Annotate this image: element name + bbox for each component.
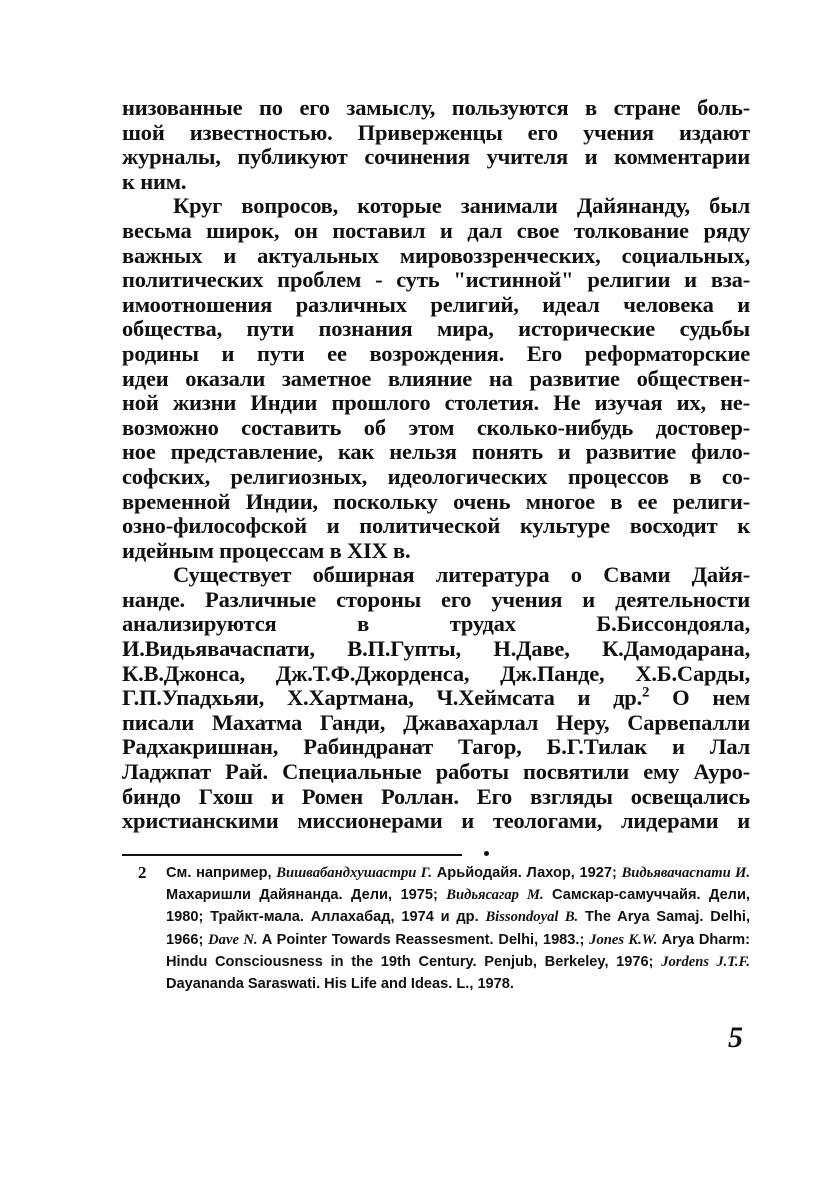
text-line: Круг вопросов, которые занимали Дайянанду, был xyxy=(173,193,750,219)
text-line: озно-философской и политической культуре восходит к xyxy=(122,513,750,539)
page-number: 5 xyxy=(728,1021,743,1054)
footnote xyxy=(122,862,750,995)
text-line: шой известностью. Приверженцы его учения издают xyxy=(122,119,750,145)
text-line: имоотношения различных религий, идеал человека и xyxy=(122,291,750,317)
text-line: политических проблем - суть "истинной" религии и вза- xyxy=(122,267,750,293)
text-line: ной жизни Индии прошлого столетия. Не изучая их, не- xyxy=(122,390,750,416)
text-line: анализируются в трудах Б.Биссондояла, xyxy=(122,611,750,637)
footnote-author: Вишвабандхушастри Г. xyxy=(276,865,433,881)
paragraph-3 xyxy=(122,563,750,834)
footnote-author: Dave N. xyxy=(208,931,258,948)
text-line: Существует обширная литература о Свами Дайя- xyxy=(173,562,750,588)
text-line: возможно составить об этом сколько-нибудь достовер- xyxy=(122,414,750,440)
text-line: ное представление, как нельзя понять и развитие фило- xyxy=(122,439,750,465)
text-line: родины и пути ее возрождения. Его реформаторские xyxy=(122,340,750,366)
text-line: общества, пути познания мира, исторические судьбы xyxy=(122,316,750,342)
footnote-segment: The Arya Samaj. Delhi, 1966; xyxy=(166,909,750,948)
footnote-separator xyxy=(122,854,462,856)
text-segment: Г.П.Упадхьяи, Х.Хартмана, Ч.Хеймсата и др. xyxy=(122,685,643,711)
footnote-segment: Махаришли Дайянанда. Дели, 1975; xyxy=(166,887,447,904)
footnote-segment: См. например, xyxy=(166,865,277,881)
separator-dot xyxy=(484,851,489,856)
text-segment: О нем xyxy=(649,685,751,711)
paragraph-2 xyxy=(122,194,750,563)
text-line: Радхакришнан, Рабиндранат Тагор, Б.Г.Тилак и Лал xyxy=(122,734,750,760)
footnote-segment: A Pointer Towards Reassesment. Delhi, 1983.; xyxy=(257,931,590,948)
text-line xyxy=(122,686,750,711)
footnote-segment: Арьйодайя. Лахор, 1927; xyxy=(432,865,622,881)
main-text xyxy=(122,96,750,834)
text-line: писали Махатма Ганди, Джавахарлал Неру, Сарвепалли xyxy=(122,709,750,735)
text-line: идеи оказали заметное влияние на развитие обществен- xyxy=(122,365,750,391)
footnote-segment: Arya Dharm: Hindu Consciousness in the 19th Century. Penjub, Berkeley, 1976; xyxy=(166,931,750,970)
text-line: журналы, публикуют сочинения учителя и комментарии xyxy=(122,144,750,170)
footnote-author: Jordens J.T.F. xyxy=(661,953,750,970)
text-line: софских, религиозных, идеологических процессов в со- xyxy=(122,463,750,489)
footnote-author: Bissondoyal B. xyxy=(485,909,579,926)
text-line: весьма широк, он поставил и дал свое толкование ряду xyxy=(122,217,750,243)
footnote-author: Jones K.W. xyxy=(589,931,658,948)
text-line: временной Индии, поскольку очень многое в ее религи- xyxy=(122,488,750,514)
text-line: к ним. xyxy=(122,168,187,194)
text-line: идейным процессам в XIX в. xyxy=(122,537,411,563)
text-line: Ладжпат Рай. Специальные работы посвятили ему Ауро- xyxy=(122,759,750,785)
footnote-author: Видьясагар М. xyxy=(446,887,544,904)
text-line: важных и актуальных мировоззренческих, социальных, xyxy=(122,242,750,268)
footnote-segment: Самскар-самуччайя. Дели, 1980; Трайкт-мала. Аллахабад, 1974 и др. xyxy=(166,887,750,926)
footnote-segment: Dayananda Saraswati. His Life and Ideas. L., 1978. xyxy=(166,976,514,993)
text-line: К.В.Джонса, Дж.Т.Ф.Джорденса, Дж.Панде, Х.Б.Сарды, xyxy=(122,660,750,686)
text-line: нанде. Различные стороны его учения и деятельности xyxy=(122,586,750,612)
text-line: биндо Гхош и Ромен Роллан. Его взгляды освещались xyxy=(122,783,750,809)
footnote-text xyxy=(166,862,750,995)
paragraph-1 xyxy=(122,96,750,194)
text-line: низованные по его замыслу, пользуются в стране боль- xyxy=(122,95,750,120)
footnote-marker: 2 xyxy=(138,863,147,882)
text-line: И.Видьявачаспати, В.П.Гупты, Н.Даве, К.Дамодарана, xyxy=(122,636,750,662)
footnote-author: Видьявачаспати И. xyxy=(621,865,750,881)
footnote-reference[interactable]: 2 xyxy=(642,684,650,701)
text-line: христианскими миссионерами и теологами, лидерами и xyxy=(122,808,750,834)
